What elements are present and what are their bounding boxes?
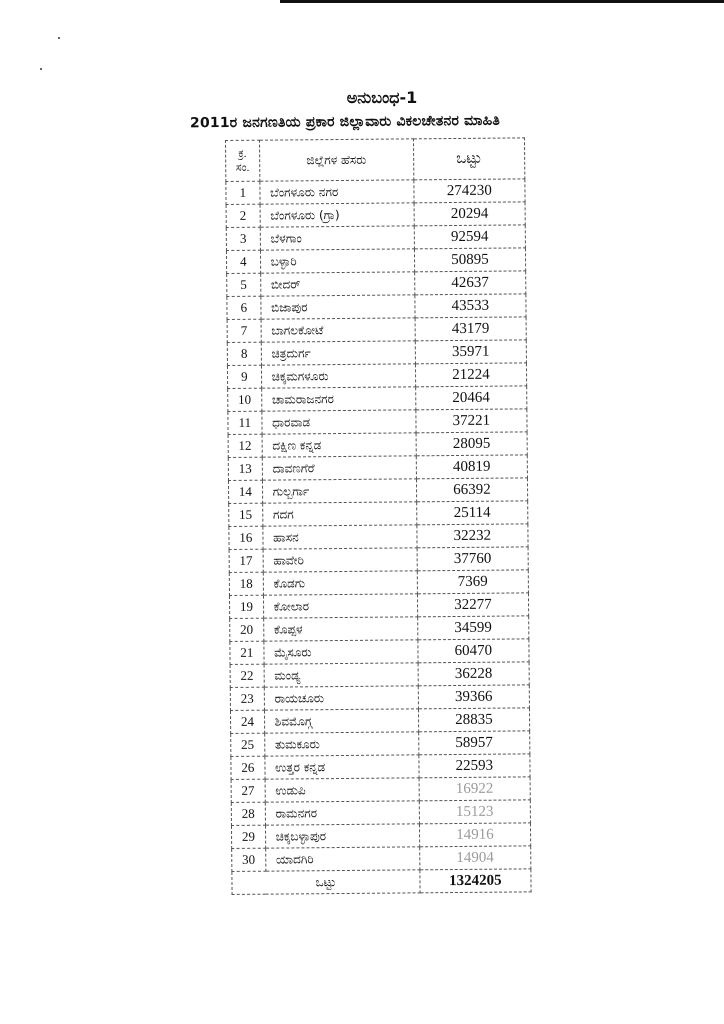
row-district-name: ಹಾವೇರಿ xyxy=(263,548,417,572)
row-district-name: ಗುಲ್ಬರ್ಗಾ xyxy=(262,479,416,503)
header-serial-line2: ಸಂ. xyxy=(235,161,250,174)
row-serial: 19 xyxy=(229,595,263,618)
header-district: ಜಿಲ್ಲೆಗಳ ಹೆಸರು xyxy=(259,139,413,181)
row-serial: 26 xyxy=(231,756,265,779)
row-total-value: 43533 xyxy=(415,294,526,318)
row-total-value: 28835 xyxy=(418,708,529,732)
row-serial: 1 xyxy=(226,181,260,204)
document-subtitle: 2011ರ ಜನಗಣತಿಯ ಪ್ರಕಾರ ಜಿಲ್ಲಾವಾರು ವಿಕಲಚೇತನರ ಮಾಹಿತಿ xyxy=(189,112,501,132)
header-total: ಒಟ್ಟು xyxy=(413,138,525,180)
row-total-value: 14916 xyxy=(419,823,530,847)
row-serial: 23 xyxy=(230,687,264,710)
row-serial: 21 xyxy=(230,641,264,664)
total-value: 1324205 xyxy=(420,869,531,893)
row-serial: 18 xyxy=(229,572,263,595)
row-serial: 29 xyxy=(231,825,265,848)
table-row xyxy=(227,340,526,366)
row-district-name: ಕೋಲಾರ xyxy=(263,594,417,618)
row-district-name: ದಕ್ಷಿಣ ಕನ್ನಡ xyxy=(262,433,416,457)
table-row xyxy=(226,225,525,251)
document-title: ಅನುಬಂಧ-1 xyxy=(346,88,418,107)
row-district-name: ಚಿಕ್ಕಬಳ್ಳಾಪುರ xyxy=(265,824,419,848)
row-district-name: ಬೆಂಗಳೂರು ನಗರ xyxy=(260,180,414,204)
row-district-name: ಶಿವಮೊಗ್ಗ xyxy=(264,709,418,733)
table-header-row xyxy=(226,138,525,182)
row-total-value: 50895 xyxy=(414,248,525,272)
row-serial: 4 xyxy=(226,250,260,273)
table-row xyxy=(228,455,527,481)
row-serial: 20 xyxy=(230,618,264,641)
row-district-name: ಮೈಸೂರು xyxy=(264,640,418,664)
row-district-name: ಧಾರವಾಡ xyxy=(262,410,416,434)
table-row xyxy=(229,501,528,527)
row-serial: 8 xyxy=(227,342,261,365)
table-row xyxy=(231,823,530,849)
table-row xyxy=(226,179,525,205)
row-total-value: 66392 xyxy=(416,478,527,502)
table-row xyxy=(231,754,530,780)
row-district-name: ಹಾಸನ xyxy=(263,525,417,549)
row-district-name: ಉಡುಪಿ xyxy=(265,778,419,802)
row-serial: 11 xyxy=(228,411,262,434)
table-row xyxy=(229,593,528,619)
row-district-name: ಮಂಡ್ಯ xyxy=(264,663,418,687)
total-label: ಒಟ್ಟು xyxy=(232,870,420,895)
row-total-value: 60470 xyxy=(418,639,529,663)
row-serial: 25 xyxy=(231,733,265,756)
row-total-value: 43179 xyxy=(415,317,526,341)
row-total-value: 37221 xyxy=(416,409,527,433)
table-row xyxy=(229,570,528,596)
row-total-value: 36228 xyxy=(418,662,529,686)
table-row xyxy=(229,547,528,573)
row-serial: 30 xyxy=(232,848,266,871)
row-serial: 9 xyxy=(227,365,261,388)
row-serial: 2 xyxy=(226,204,260,227)
table-row xyxy=(228,409,527,435)
scan-speck xyxy=(40,68,42,70)
table-row xyxy=(231,777,530,803)
row-district-name: ಬಿಜಾಪುರ xyxy=(261,295,415,319)
table-row xyxy=(227,271,526,297)
row-total-value: 35971 xyxy=(415,340,526,364)
table-row xyxy=(230,662,529,688)
row-district-name: ಬೆಳಗಾಂ xyxy=(260,226,414,250)
row-serial: 14 xyxy=(228,480,262,503)
row-serial: 5 xyxy=(227,273,261,296)
row-serial: 28 xyxy=(231,802,265,825)
row-district-name: ಬೀದರ್ xyxy=(260,272,414,296)
table-row xyxy=(232,846,531,872)
table-row xyxy=(228,478,527,504)
row-district-name: ರಾಮನಗರ xyxy=(265,801,419,825)
table-row xyxy=(226,248,525,274)
row-total-value: 274230 xyxy=(414,179,525,203)
table-row xyxy=(231,731,530,757)
table-row xyxy=(231,800,530,826)
row-serial: 10 xyxy=(228,388,262,411)
row-total-value: 25114 xyxy=(416,501,527,525)
district-table xyxy=(225,137,532,895)
row-total-value: 28095 xyxy=(416,432,527,456)
row-total-value: 22593 xyxy=(419,754,530,778)
table-row xyxy=(230,639,529,665)
table-row xyxy=(226,202,525,228)
header-serial-line1: ಕ್ರ. xyxy=(238,147,247,160)
row-district-name: ಬಾಗಲಕೋಟೆ xyxy=(261,318,415,342)
row-serial: 27 xyxy=(231,779,265,802)
table-row xyxy=(228,386,527,412)
row-total-value: 7369 xyxy=(417,570,528,594)
row-total-value: 21224 xyxy=(415,363,526,387)
row-serial: 3 xyxy=(226,227,260,250)
table-row xyxy=(227,363,526,389)
row-district-name: ಚಿತ್ರದುರ್ಗ xyxy=(261,341,415,365)
table-row xyxy=(228,432,527,458)
row-serial: 12 xyxy=(228,434,262,457)
row-total-value: 32232 xyxy=(417,524,528,548)
row-district-name: ಬೆಂಗಳೂರು (ಗ್ರಾ) xyxy=(260,203,414,227)
row-total-value: 16922 xyxy=(419,777,530,801)
row-total-value: 37760 xyxy=(417,547,528,571)
row-serial: 13 xyxy=(228,457,262,480)
table-row xyxy=(227,294,526,320)
row-district-name: ಬಳ್ಳಾರಿ xyxy=(260,249,414,273)
row-total-value: 20464 xyxy=(415,386,526,410)
row-serial: 7 xyxy=(227,319,261,342)
row-total-value: 92594 xyxy=(414,225,525,249)
row-total-value: 32277 xyxy=(417,593,528,617)
row-total-value: 39366 xyxy=(418,685,529,709)
row-total-value: 40819 xyxy=(416,455,527,479)
row-serial: 15 xyxy=(229,503,263,526)
district-table-wrapper xyxy=(225,137,532,895)
row-district-name: ರಾಯಚೂರು xyxy=(264,686,418,710)
table-row xyxy=(227,317,526,343)
row-district-name: ಉತ್ತರ ಕನ್ನಡ xyxy=(265,755,419,779)
row-district-name: ತುಮಕೂರು xyxy=(264,732,418,756)
row-serial: 22 xyxy=(230,664,264,687)
top-edge-rule xyxy=(280,0,724,3)
table-row xyxy=(230,616,529,642)
row-total-value: 58957 xyxy=(418,731,529,755)
table-row xyxy=(230,708,529,734)
row-serial: 6 xyxy=(227,296,261,319)
row-district-name: ಕೊಡಗು xyxy=(263,571,417,595)
row-total-value: 14904 xyxy=(419,846,530,870)
row-serial: 17 xyxy=(229,549,263,572)
header-serial xyxy=(226,140,260,181)
row-district-name: ದಾವಣಗೆರೆ xyxy=(262,456,416,480)
row-total-value: 15123 xyxy=(419,800,530,824)
row-serial: 16 xyxy=(229,526,263,549)
row-total-value: 42637 xyxy=(414,271,525,295)
row-district-name: ಚಾಮರಾಜನಗರ xyxy=(261,387,415,411)
table-row xyxy=(230,685,529,711)
table-body xyxy=(226,179,531,872)
table-row xyxy=(229,524,528,550)
table-total-row xyxy=(232,869,531,895)
row-district-name: ಚಿಕ್ಕಮಗಳೂರು xyxy=(261,364,415,388)
scan-speck xyxy=(58,37,60,39)
row-total-value: 20294 xyxy=(414,202,525,226)
row-district-name: ಗದಗ xyxy=(262,502,416,526)
row-district-name: ಕೊಪ್ಪಳ xyxy=(263,617,417,641)
row-district-name: ಯಾದಗಿರಿ xyxy=(265,847,419,871)
row-serial: 24 xyxy=(230,710,264,733)
row-total-value: 34599 xyxy=(417,616,528,640)
